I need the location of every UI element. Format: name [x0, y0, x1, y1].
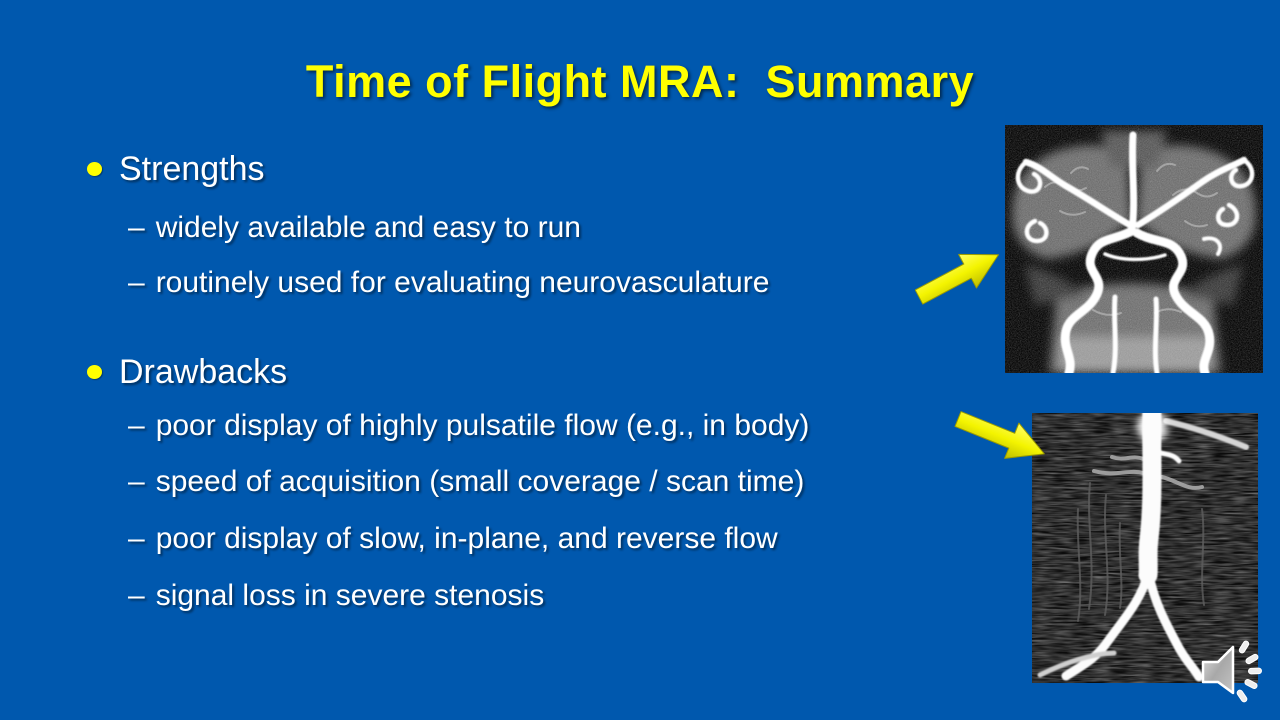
sub-bullet-label: speed of acquisition (small coverage / scan time) — [155, 465, 805, 498]
arrow-to-head-mra-icon — [915, 246, 1010, 310]
bullet-item-strengths — [80, 151, 265, 188]
sub-bullet-label: widely available and easy to run — [155, 211, 581, 244]
sub-bullet-item — [128, 465, 804, 499]
bullet-item-drawbacks — [80, 354, 287, 391]
dash-icon: – — [128, 465, 145, 498]
bullet-label: Strengths — [119, 150, 265, 188]
dash-icon: – — [128, 266, 145, 299]
sub-bullet-label: routinely used for evaluating neurovasculature — [155, 266, 770, 299]
sub-bullet-item — [128, 579, 544, 613]
sub-bullet-label: poor display of slow, in-plane, and reverse flow — [155, 522, 778, 555]
slide-title: Time of Flight MRA: Summary — [305, 56, 975, 107]
dash-icon: – — [128, 579, 145, 612]
sub-bullet-label: poor display of highly pulsatile flow (e.g., in body) — [155, 409, 810, 442]
sub-bullet-item — [128, 211, 581, 245]
sub-bullet-item — [128, 266, 769, 300]
dash-icon: – — [128, 522, 145, 555]
speaker-icon[interactable] — [1194, 634, 1280, 710]
arrow-to-body-mra-icon — [950, 406, 1056, 468]
bullet-icon — [87, 365, 102, 379]
dash-icon: – — [128, 211, 145, 244]
bullet-icon — [87, 162, 102, 176]
sub-bullet-item — [128, 409, 809, 443]
dash-icon: – — [128, 409, 145, 442]
sub-bullet-item — [128, 522, 778, 556]
bullet-label: Drawbacks — [119, 353, 288, 391]
sub-bullet-label: signal loss in severe stenosis — [155, 579, 545, 612]
head-mra-image — [1005, 125, 1263, 373]
